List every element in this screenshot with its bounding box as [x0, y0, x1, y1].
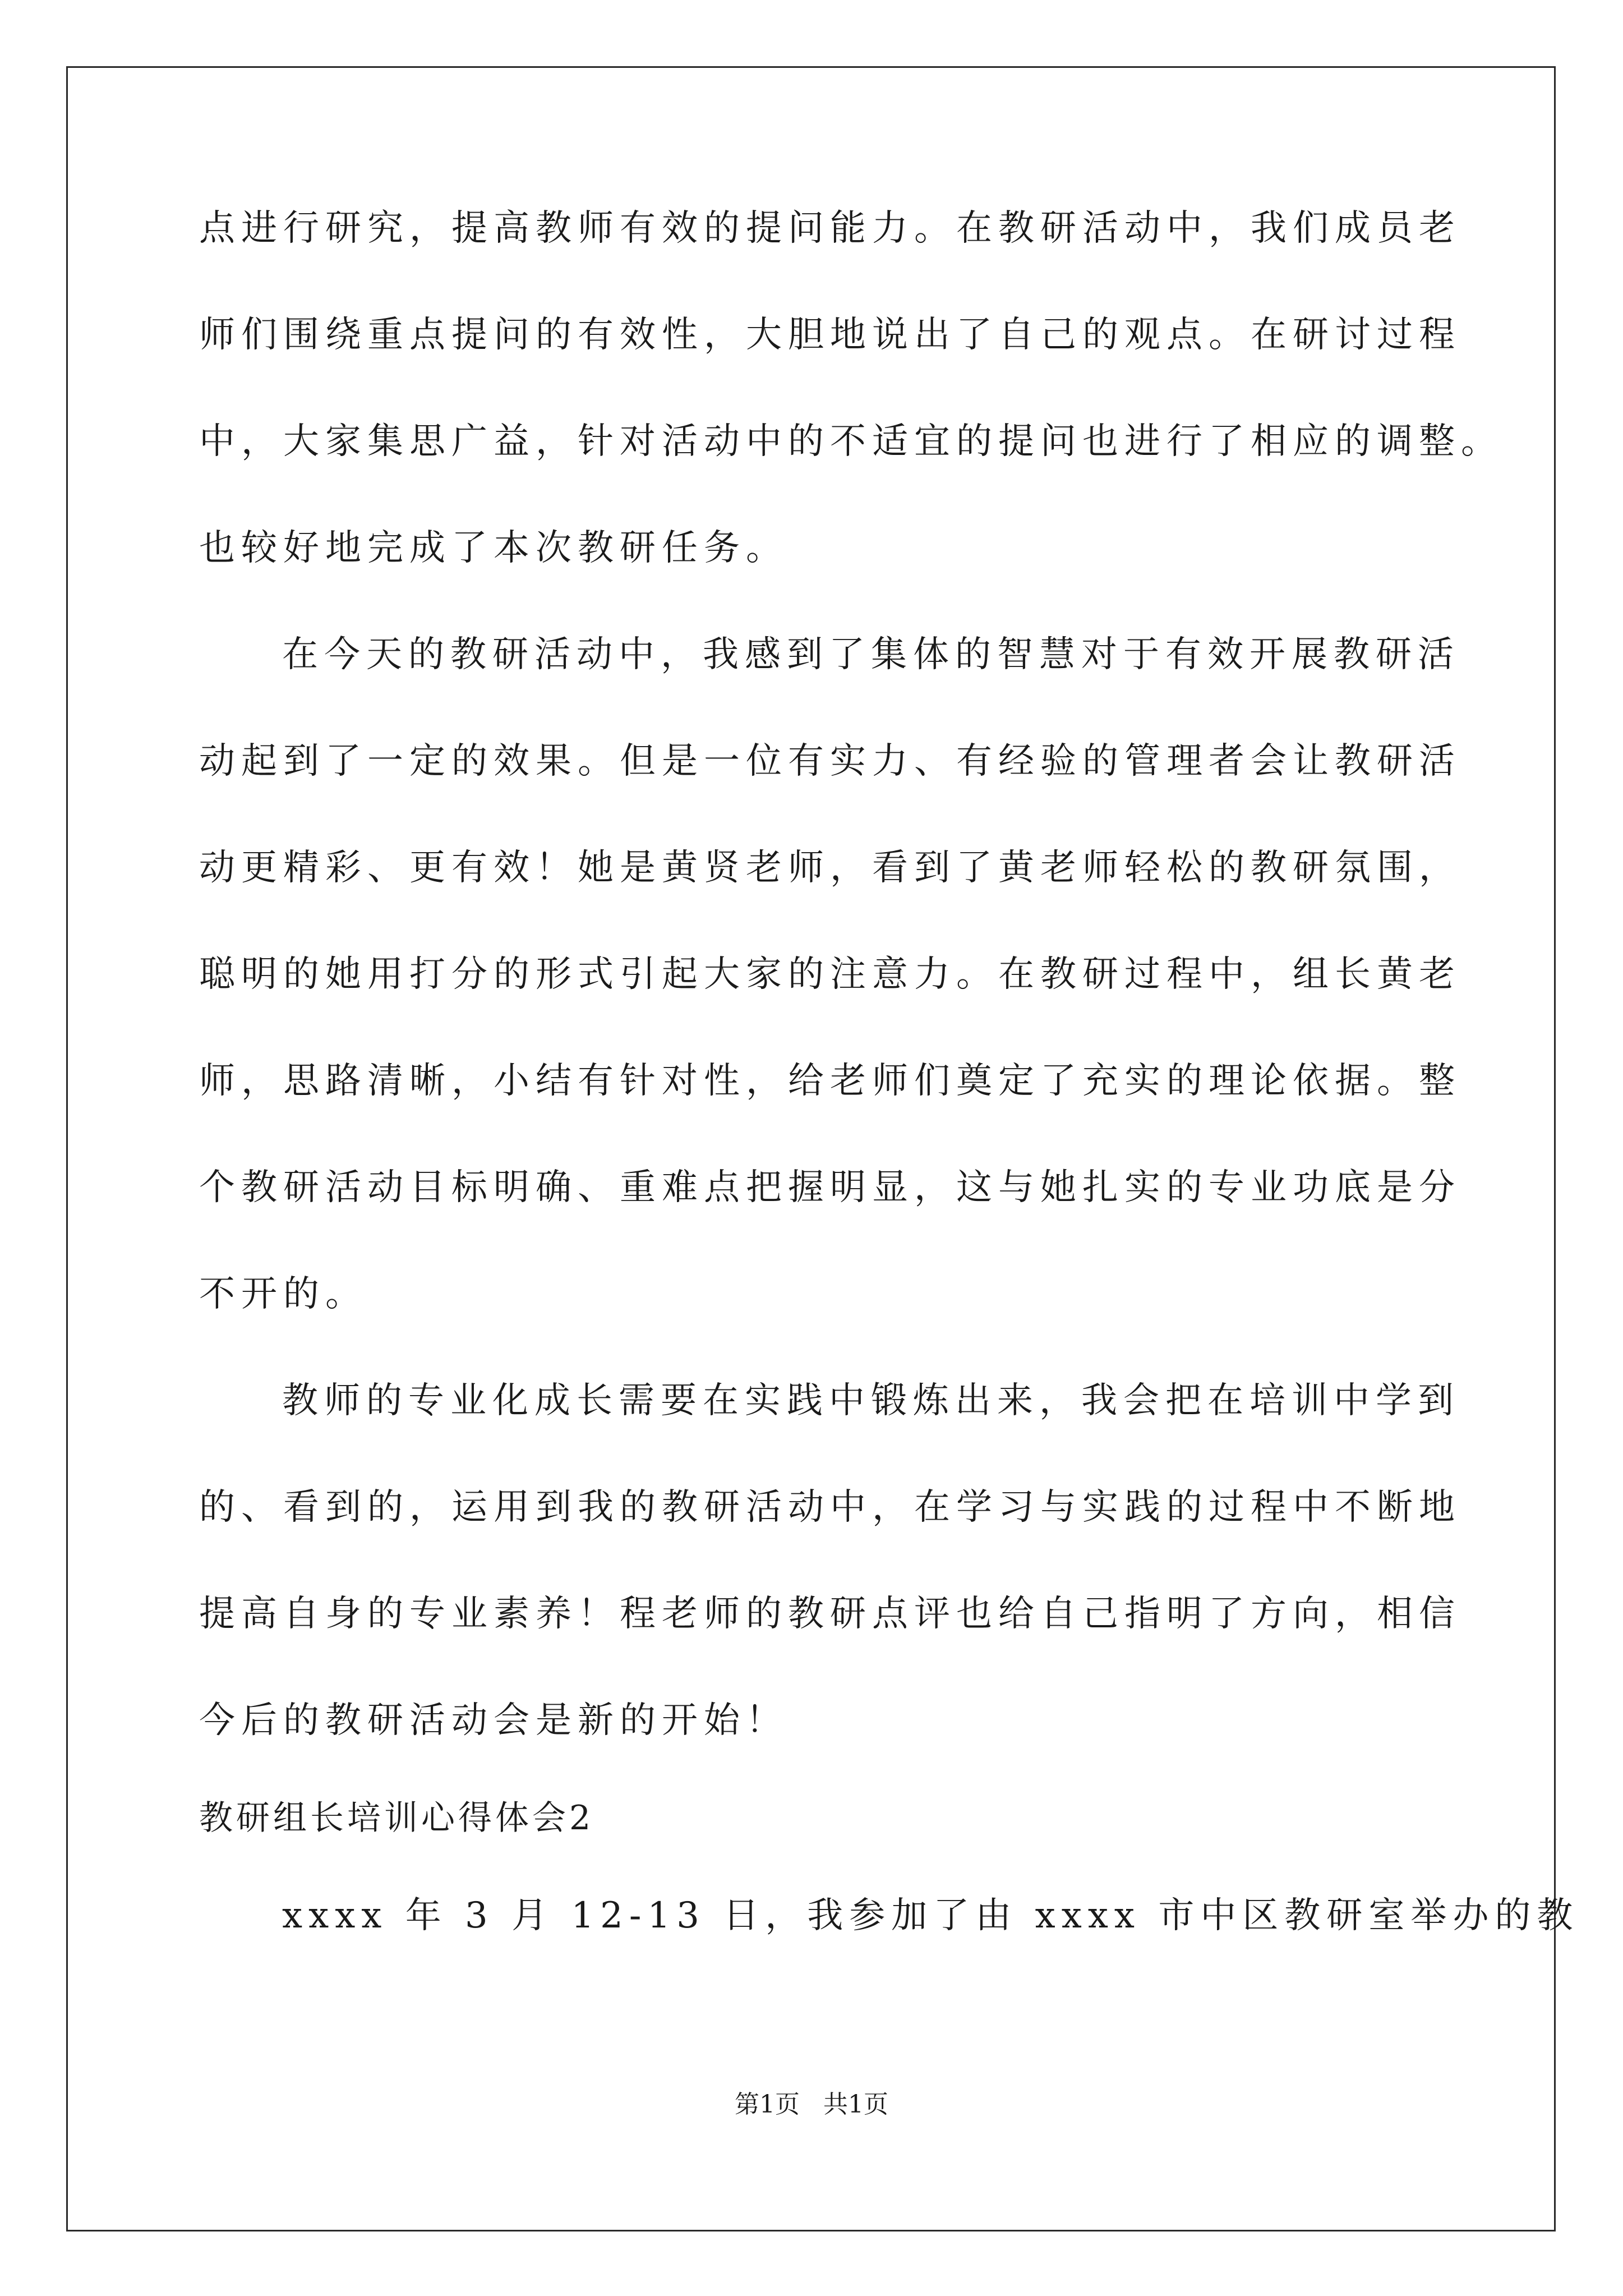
text-line: 中，大家集思广益，针对活动中的不适宜的提问也进行了相应的调整。 [199, 421, 1503, 462]
paragraph-start: 教师的专业化成长需要在实践中锻炼出来，我会把在培训中学到 [282, 1380, 1460, 1421]
text-line: 也较好地完成了本次教研任务。 [199, 527, 788, 569]
text-line: 动更精彩、更有效！她是黄贤老师，看到了黄老师轻松的教研氛围， [199, 847, 1461, 889]
text-line: 聪明的她用打分的形式引起大家的注意力。在教研过程中，组长黄老 [199, 954, 1461, 995]
section-heading: 教研组长培训心得体会2 [199, 1798, 594, 1838]
page-number-footer: 第1页 共1页 [735, 2090, 888, 2119]
text-line: 今后的教研活动会是新的开始！ [199, 1700, 788, 1741]
text-line: 点进行研究，提高教师有效的提问能力。在教研活动中，我们成员老 [199, 208, 1461, 249]
text-line: 动起到了一定的效果。但是一位有实力、有经验的管理者会让教研活 [199, 740, 1461, 782]
text-line: 师们围绕重点提问的有效性，大胆地说出了自己的观点。在研讨过程 [199, 314, 1461, 356]
text-line: 的、看到的，运用到我的教研活动中，在学习与实践的过程中不断地 [199, 1487, 1461, 1528]
text-line: 不开的。 [199, 1273, 367, 1315]
text-line: 个教研活动目标明确、重难点把握明显，这与她扎实的专业功底是分 [199, 1167, 1461, 1208]
paragraph-start: xxxx 年 3 月 12-13 日，我参加了由 xxxx 市中区教研室举办的教 [282, 1895, 1579, 1936]
text-line: 提高自身的专业素养！程老师的教研点评也给自己指明了方向，相信 [199, 1593, 1461, 1635]
paragraph-start: 在今天的教研活动中，我感到了集体的智慧对于有效开展教研活 [282, 634, 1460, 675]
document-body [199, 208, 1579, 2004]
text-line: 师，思路清晰，小结有针对性，给老师们奠定了充实的理论依据。整 [199, 1060, 1461, 1102]
